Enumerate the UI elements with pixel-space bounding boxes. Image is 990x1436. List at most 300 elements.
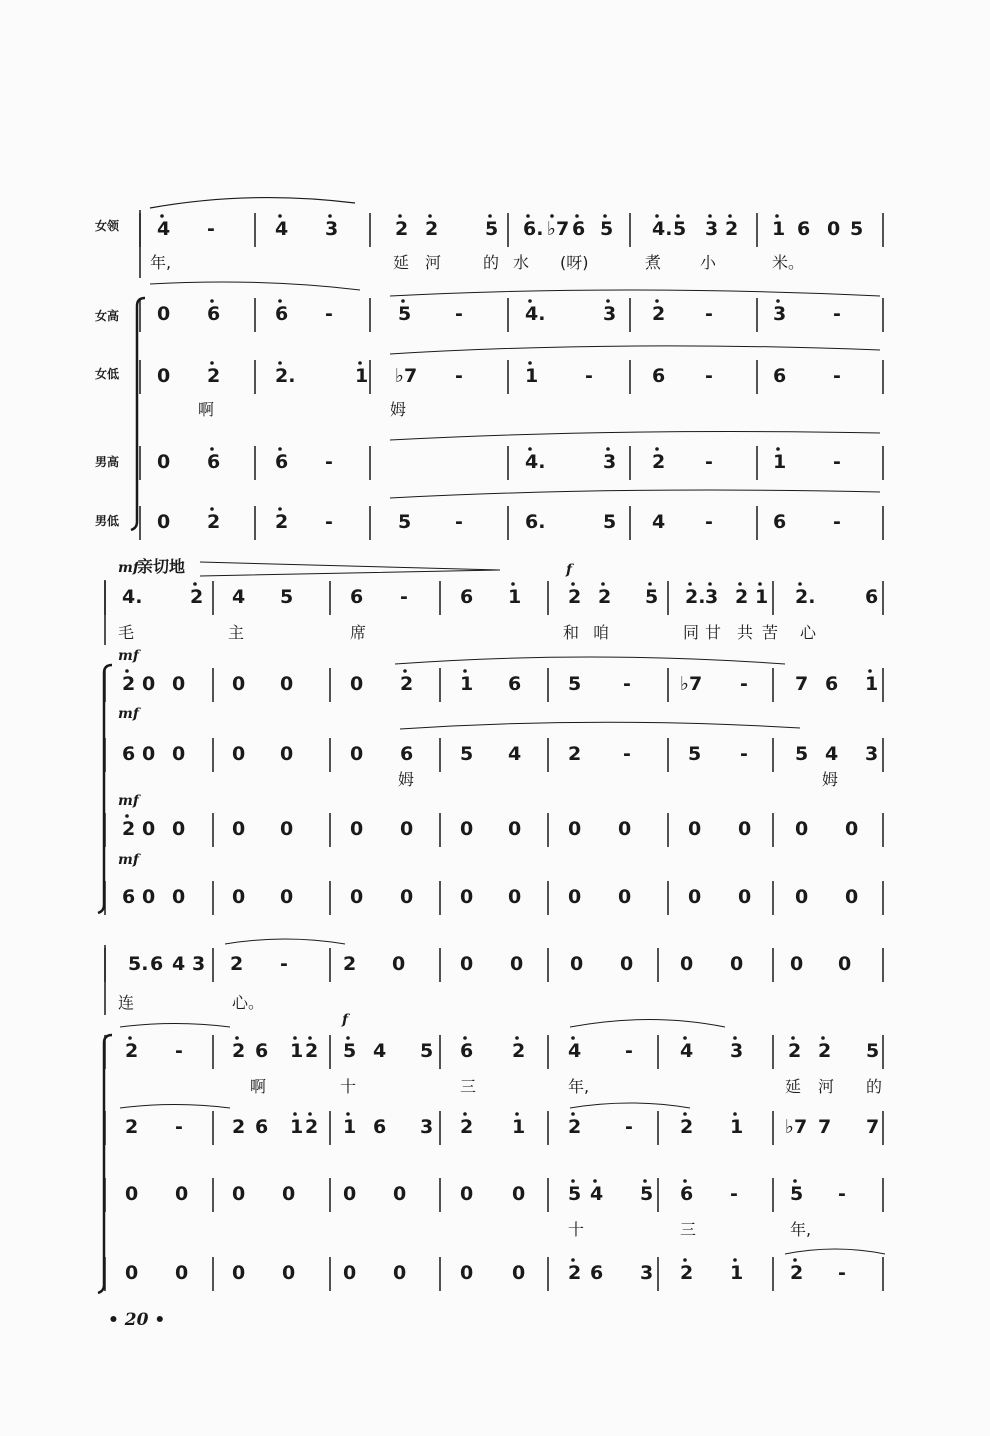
- high-octave-dot: [193, 582, 197, 586]
- note: -: [280, 953, 288, 975]
- high-octave-dot: [593, 1179, 597, 1183]
- high-octave-dot: [655, 299, 659, 303]
- high-octave-dot: [488, 214, 492, 218]
- note: -: [585, 365, 593, 387]
- note: 2: [568, 1262, 582, 1284]
- note: 0: [232, 743, 246, 765]
- dynamic-mark: mf: [118, 560, 139, 576]
- note: 6: [460, 1040, 474, 1062]
- note: 0: [125, 1262, 139, 1284]
- note: -: [833, 511, 841, 533]
- note: 0: [510, 953, 524, 975]
- note: ♭7: [785, 1116, 808, 1138]
- note: 6.: [525, 511, 546, 533]
- dynamic-mark: f: [342, 1012, 349, 1028]
- note: 0: [350, 673, 364, 695]
- note: 5: [398, 511, 412, 533]
- high-octave-dot: [776, 447, 780, 451]
- note: 5: [640, 1183, 654, 1205]
- note: 1: [755, 586, 769, 608]
- note: 0: [232, 818, 246, 840]
- note: 0: [280, 818, 294, 840]
- note: 1: [865, 673, 879, 695]
- note: 5: [485, 218, 499, 240]
- lyric-syllable: 席: [350, 623, 367, 642]
- note: 2: [790, 1262, 804, 1284]
- high-octave-dot: [793, 1179, 797, 1183]
- note: 4.: [525, 303, 546, 325]
- note: 3: [705, 218, 719, 240]
- note: 5: [850, 218, 864, 240]
- note: 2: [735, 586, 749, 608]
- lyric-syllable: 年,: [568, 1077, 590, 1096]
- note: 7: [866, 1116, 880, 1138]
- note: 0: [172, 886, 186, 908]
- high-octave-dot: [676, 214, 680, 218]
- note: 2: [232, 1040, 246, 1062]
- high-octave-dot: [463, 1112, 467, 1116]
- note: 1: [772, 218, 786, 240]
- note: 0: [157, 511, 171, 533]
- note: 0: [460, 1183, 474, 1205]
- note: 2: [400, 673, 414, 695]
- note: -: [455, 365, 463, 387]
- note: -: [325, 303, 333, 325]
- note: 0: [142, 743, 156, 765]
- high-octave-dot: [398, 214, 402, 218]
- note: 2: [680, 1262, 694, 1284]
- lyric-syllable: 同: [683, 623, 700, 642]
- note: 5: [645, 586, 659, 608]
- high-octave-dot: [235, 1036, 239, 1040]
- lyric-syllable: 三: [460, 1077, 477, 1096]
- lyric-syllable: 年,: [150, 253, 172, 272]
- high-octave-dot: [683, 1258, 687, 1262]
- note: -: [838, 1262, 846, 1284]
- note: 1: [730, 1262, 744, 1284]
- note: 6: [797, 218, 811, 240]
- note: 0: [400, 818, 414, 840]
- high-octave-dot: [775, 214, 779, 218]
- note: 7: [818, 1116, 832, 1138]
- note: 4: [275, 218, 289, 240]
- note: 2: [305, 1040, 319, 1062]
- note: 0: [393, 1262, 407, 1284]
- note: 6: [865, 586, 879, 608]
- note: 0: [350, 818, 364, 840]
- high-octave-dot: [308, 1036, 312, 1040]
- high-octave-dot: [738, 582, 742, 586]
- note: 3: [730, 1040, 744, 1062]
- dynamic-mark: mf: [118, 648, 139, 664]
- note: 0: [343, 1262, 357, 1284]
- high-octave-dot: [758, 582, 762, 586]
- note: 0: [343, 1183, 357, 1205]
- high-octave-dot: [511, 582, 515, 586]
- note: 1: [290, 1040, 304, 1062]
- high-octave-dot: [793, 1258, 797, 1262]
- note: 4: [172, 953, 186, 975]
- high-octave-dot: [571, 582, 575, 586]
- note: 3: [603, 303, 617, 325]
- high-octave-dot: [346, 1036, 350, 1040]
- note: 5: [420, 1040, 434, 1062]
- note: 0: [508, 818, 522, 840]
- note: -: [175, 1116, 183, 1138]
- high-octave-dot: [643, 1179, 647, 1183]
- note: 5: [603, 511, 617, 533]
- note: -: [623, 743, 631, 765]
- note: 0: [795, 818, 809, 840]
- note: 1: [290, 1116, 304, 1138]
- high-octave-dot: [293, 1112, 297, 1116]
- lyric-syllable: 主: [228, 623, 245, 642]
- note: -: [625, 1040, 633, 1062]
- note: 0: [232, 673, 246, 695]
- note: 0: [460, 886, 474, 908]
- high-octave-dot: [401, 299, 405, 303]
- high-octave-dot: [346, 1112, 350, 1116]
- note: 2: [652, 303, 666, 325]
- lyric-syllable: 姆: [398, 770, 415, 789]
- note: 6: [150, 953, 164, 975]
- high-octave-dot: [655, 447, 659, 451]
- note: 2: [230, 953, 244, 975]
- note: 5: [673, 218, 687, 240]
- note: 0: [730, 953, 744, 975]
- note: 6: [275, 303, 289, 325]
- note: 0: [350, 743, 364, 765]
- dynamic-mark: mf: [118, 793, 139, 809]
- note: 4: [825, 743, 839, 765]
- high-octave-dot: [278, 299, 282, 303]
- note: 0: [175, 1262, 189, 1284]
- note: 2: [818, 1040, 832, 1062]
- note: 5: [398, 303, 412, 325]
- high-octave-dot: [606, 447, 610, 451]
- high-octave-dot: [728, 214, 732, 218]
- note: -: [833, 451, 841, 473]
- note: 1: [773, 451, 787, 473]
- note: 1: [355, 365, 369, 387]
- note: 2: [725, 218, 739, 240]
- note: 0: [232, 886, 246, 908]
- lyric-syllable: 水: [513, 253, 530, 272]
- note: 3: [325, 218, 339, 240]
- note: 4: [232, 586, 246, 608]
- note: 0: [460, 953, 474, 975]
- note: 6: [122, 743, 136, 765]
- high-octave-dot: [210, 447, 214, 451]
- note: 0: [282, 1183, 296, 1205]
- high-octave-dot: [403, 669, 407, 673]
- note: 0: [845, 818, 859, 840]
- note: 1: [508, 586, 522, 608]
- note: 3: [773, 303, 787, 325]
- lyric-syllable: 和: [563, 623, 580, 642]
- note: 6: [255, 1116, 269, 1138]
- note: 3: [420, 1116, 434, 1138]
- lyric-syllable: 甘: [705, 623, 722, 642]
- note: 0: [393, 1183, 407, 1205]
- note: 5.: [128, 953, 149, 975]
- note: 4: [590, 1183, 604, 1205]
- note: 2: [190, 586, 204, 608]
- high-octave-dot: [571, 1258, 575, 1262]
- lyric-syllable: 苦: [762, 623, 779, 642]
- note: 0: [790, 953, 804, 975]
- high-octave-dot: [603, 214, 607, 218]
- note: 2: [512, 1040, 526, 1062]
- note: 2: [788, 1040, 802, 1062]
- note: 6: [207, 451, 221, 473]
- high-octave-dot: [683, 1036, 687, 1040]
- lyric-syllable: 煮: [645, 253, 662, 272]
- high-octave-dot: [210, 507, 214, 511]
- high-octave-dot: [791, 1036, 795, 1040]
- high-octave-dot: [528, 299, 532, 303]
- high-octave-dot: [606, 299, 610, 303]
- note: -: [838, 1183, 846, 1205]
- note: 1: [512, 1116, 526, 1138]
- note: -: [705, 451, 713, 473]
- note: 0: [280, 886, 294, 908]
- note: -: [325, 511, 333, 533]
- note: 2: [125, 1116, 139, 1138]
- high-octave-dot: [528, 447, 532, 451]
- note: 2.: [795, 586, 816, 608]
- note: 4: [508, 743, 522, 765]
- high-octave-dot: [278, 447, 282, 451]
- high-octave-dot: [655, 214, 659, 218]
- note: 0: [172, 818, 186, 840]
- lyric-syllable: 毛: [118, 623, 135, 642]
- note: -: [740, 673, 748, 695]
- note: 0: [568, 818, 582, 840]
- note: 3: [192, 953, 206, 975]
- note: ♭7: [395, 365, 418, 387]
- note: ♭7: [680, 673, 703, 695]
- note: 0: [142, 886, 156, 908]
- note: 2: [652, 451, 666, 473]
- note: 2: [305, 1116, 319, 1138]
- note: 6: [275, 451, 289, 473]
- note: -: [833, 303, 841, 325]
- note: 2: [122, 818, 136, 840]
- high-octave-dot: [821, 1036, 825, 1040]
- note: 1: [343, 1116, 357, 1138]
- high-octave-dot: [463, 1036, 467, 1040]
- note: 5: [460, 743, 474, 765]
- note: 4: [568, 1040, 582, 1062]
- note: 6: [460, 586, 474, 608]
- lyric-syllable: 河: [425, 253, 442, 272]
- part-label-lead: 女领: [95, 219, 120, 233]
- note: 6: [590, 1262, 604, 1284]
- high-octave-dot: [601, 582, 605, 586]
- note: -: [625, 1116, 633, 1138]
- note: 0: [738, 886, 752, 908]
- lyric-syllable: 姆: [822, 770, 839, 789]
- high-octave-dot: [210, 299, 214, 303]
- note: 3: [705, 586, 719, 608]
- high-octave-dot: [428, 214, 432, 218]
- note: 3: [603, 451, 617, 473]
- note: 0: [618, 818, 632, 840]
- lyric-syllable: 心。: [232, 993, 265, 1012]
- note: -: [705, 511, 713, 533]
- note: 6.: [523, 218, 544, 240]
- note: 4: [680, 1040, 694, 1062]
- high-octave-dot: [683, 1179, 687, 1183]
- note: -: [325, 451, 333, 473]
- note: 3: [865, 743, 879, 765]
- high-octave-dot: [798, 582, 802, 586]
- note: 0: [142, 818, 156, 840]
- note: 5: [568, 673, 582, 695]
- note: -: [833, 365, 841, 387]
- expression-mark: 亲切地: [137, 557, 186, 576]
- note: -: [705, 303, 713, 325]
- note: 0: [620, 953, 634, 975]
- lyric-syllable: 年,: [790, 1220, 812, 1239]
- note: 0: [282, 1262, 296, 1284]
- note: 0: [688, 818, 702, 840]
- note: 0: [845, 886, 859, 908]
- note: 2: [207, 511, 221, 533]
- note: 3: [640, 1262, 654, 1284]
- part-label-bass: 男低: [95, 514, 120, 528]
- note: 6: [255, 1040, 269, 1062]
- note: 6: [652, 365, 666, 387]
- note: 6: [680, 1183, 694, 1205]
- note: 2.: [685, 586, 706, 608]
- note: 2: [122, 673, 136, 695]
- high-octave-dot: [125, 814, 129, 818]
- lyric-syllable: 河: [818, 1077, 835, 1096]
- note-layer: [105, 213, 883, 1291]
- lyric-syllable: 米。: [772, 253, 805, 272]
- note: 0: [738, 818, 752, 840]
- note: 6: [400, 743, 414, 765]
- note: 2: [568, 743, 582, 765]
- high-octave-dot: [776, 299, 780, 303]
- high-octave-dot: [278, 507, 282, 511]
- note: 6: [373, 1116, 387, 1138]
- note: 2: [395, 218, 409, 240]
- note: 6: [122, 886, 136, 908]
- note: 0: [392, 953, 406, 975]
- dynamic-mark: mf: [118, 706, 139, 722]
- high-octave-dot: [128, 1036, 132, 1040]
- note: 0: [680, 953, 694, 975]
- note: 6: [508, 673, 522, 695]
- note: 0: [568, 886, 582, 908]
- high-octave-dot: [648, 582, 652, 586]
- high-octave-dot: [308, 1112, 312, 1116]
- note: 2: [568, 1116, 582, 1138]
- note: 1: [525, 365, 539, 387]
- note: 2: [125, 1040, 139, 1062]
- note: 4: [652, 511, 666, 533]
- lyric-syllable: 连: [118, 993, 135, 1012]
- note: -: [705, 365, 713, 387]
- note: 2: [680, 1116, 694, 1138]
- note: -: [740, 743, 748, 765]
- dynamic-mark: f: [566, 562, 573, 578]
- part-label-soprano: 女高: [95, 309, 120, 323]
- lyric-syllable: 三: [680, 1220, 697, 1239]
- note: 0: [827, 218, 841, 240]
- high-octave-dot: [708, 582, 712, 586]
- high-octave-dot: [463, 669, 467, 673]
- lyric-syllable: 咱: [593, 623, 610, 642]
- high-octave-dot: [571, 1179, 575, 1183]
- note: 0: [512, 1262, 526, 1284]
- note: 2: [275, 511, 289, 533]
- note: 0: [570, 953, 584, 975]
- note: 5: [866, 1040, 880, 1062]
- note: 6: [207, 303, 221, 325]
- note: 5: [568, 1183, 582, 1205]
- high-octave-dot: [733, 1036, 737, 1040]
- note: 0: [157, 365, 171, 387]
- note: 4.: [525, 451, 546, 473]
- note: -: [623, 673, 631, 695]
- note: 6: [773, 365, 787, 387]
- note: 0: [512, 1183, 526, 1205]
- high-octave-dot: [528, 361, 532, 365]
- note: 4.: [652, 218, 673, 240]
- note: 6: [350, 586, 364, 608]
- note: 1: [730, 1116, 744, 1138]
- note: 0: [142, 673, 156, 695]
- note: 5: [790, 1183, 804, 1205]
- note: 5: [343, 1040, 357, 1062]
- note: 0: [460, 818, 474, 840]
- lyric-syllable: 姆: [390, 400, 407, 419]
- note: 0: [280, 673, 294, 695]
- note: -: [455, 303, 463, 325]
- note: 6: [572, 218, 586, 240]
- lyric-syllable: 啊: [198, 400, 215, 419]
- part-labels: [95, 218, 120, 528]
- note: 0: [460, 1262, 474, 1284]
- note: 0: [400, 886, 414, 908]
- note: 2: [568, 586, 582, 608]
- note: -: [207, 218, 215, 240]
- note: 0: [280, 743, 294, 765]
- note: 0: [157, 451, 171, 473]
- note: 2: [232, 1116, 246, 1138]
- lyric-syllable: 的: [866, 1077, 883, 1096]
- high-octave-dot: [571, 1112, 575, 1116]
- note: 6: [825, 673, 839, 695]
- part-label-tenor: 男高: [95, 455, 120, 469]
- note: 2: [460, 1116, 474, 1138]
- high-octave-dot: [210, 361, 214, 365]
- note: -: [730, 1183, 738, 1205]
- lyric-syllable: 十: [568, 1220, 585, 1239]
- high-octave-dot: [688, 582, 692, 586]
- high-octave-dot: [278, 214, 282, 218]
- note: 0: [350, 886, 364, 908]
- high-octave-dot: [358, 361, 362, 365]
- high-octave-dot: [160, 214, 164, 218]
- note: 0: [172, 743, 186, 765]
- high-octave-dot: [293, 1036, 297, 1040]
- lyric-syllable: 心: [800, 623, 817, 642]
